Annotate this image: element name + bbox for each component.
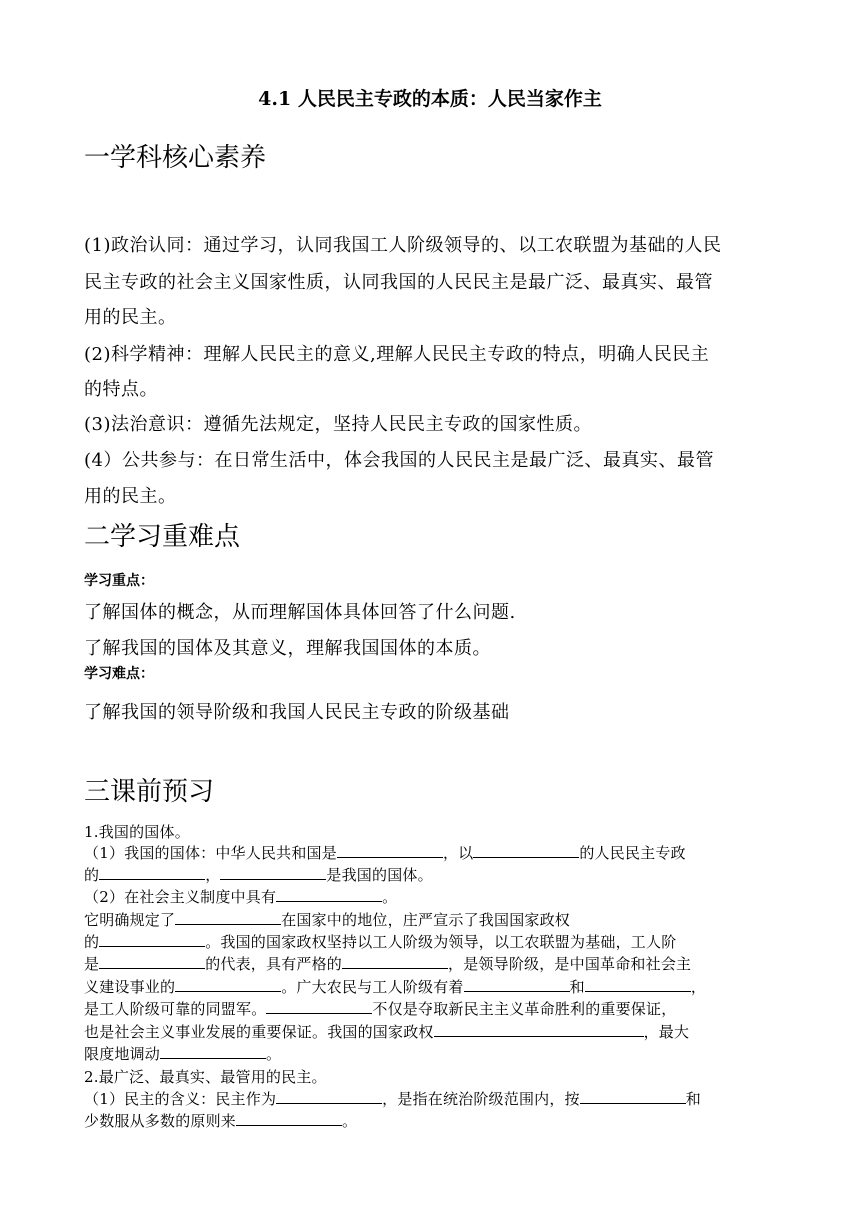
paragraph-line: 用的民主。 (84, 486, 177, 507)
difficult-points-label: 学习难点： (84, 666, 154, 682)
fill-blank[interactable] (160, 1043, 266, 1059)
key-point-line: 了解我国的国体及其意义，理解我国国体的本质。 (84, 638, 491, 659)
preview-line: 限度地调动 。 (84, 1045, 282, 1063)
preview-line: 1.我国的国体。 (84, 823, 190, 841)
paragraph-line: (3)法治意识：遵循先法规定，坚持人民民主专政的国家性质。 (84, 414, 592, 435)
preview-line: 是工人阶级可靠的同盟军。 不仅是夺取新民主主义革命胜利的重要保证， (84, 1000, 677, 1018)
difficult-point-line: 了解我国的领导阶级和我国人民民主专政的阶级基础 (84, 702, 510, 723)
fill-blank[interactable] (99, 864, 205, 880)
paragraph-line: 的特点。 (84, 379, 158, 400)
preview-line: 它明确规定了 在国家中的地位，庄严宣示了我国国家政权 (84, 911, 571, 929)
paragraph-line: (4）公共参与：在日常生活中，体会我国的人民民主是最广泛、最真实、最管 (84, 450, 714, 471)
key-points-label: 学习重点： (84, 573, 154, 589)
fill-blank[interactable] (342, 953, 448, 969)
preview-line: 的 。我国的国家政权坚持以工人阶级为领导，以工农联盟为基础，工人阶 (84, 933, 677, 951)
key-point-line: 了解国体的概念，从而理解国体具体回答了什么问题. (84, 602, 516, 623)
section-heading-core-literacy: 一学科核心素养 (84, 143, 267, 173)
fill-blank[interactable] (337, 842, 443, 858)
fill-blank[interactable] (276, 1088, 382, 1104)
fill-blank[interactable] (434, 1021, 644, 1037)
fill-blank[interactable] (99, 953, 205, 969)
preview-line: 少数服从多数的原则来 。 (84, 1112, 358, 1130)
preview-line: （2）在社会主义制度中具有 。 (84, 888, 398, 906)
fill-blank[interactable] (175, 909, 281, 925)
fill-blank[interactable] (276, 886, 382, 902)
preview-line: 也是社会主义事业发展的重要保证。我国的国家政权 ，最大 (84, 1023, 690, 1041)
fill-blank[interactable] (580, 1088, 686, 1104)
paragraph-line: 民主专政的社会主义国家性质，认同我国的人民民主是最广泛、最真实、最管 (84, 272, 713, 293)
preview-line: （1）我国的国体：中华人民共和国是 ，以 的人民民主专政 (84, 844, 686, 862)
fill-blank[interactable] (473, 842, 579, 858)
paragraph-line: (2)科学精神：理解人民民主的意义,理解人民民主专政的特点，明确人民民主 (84, 344, 710, 365)
fill-blank[interactable] (175, 976, 281, 992)
fill-blank[interactable] (99, 931, 205, 947)
fill-blank[interactable] (220, 864, 326, 880)
fill-blank[interactable] (464, 976, 570, 992)
fill-blank[interactable] (236, 1110, 342, 1126)
section-heading-key-points: 二学习重难点 (84, 522, 241, 552)
section-heading-preview: 三课前预习 (84, 777, 215, 807)
fill-blank[interactable] (585, 976, 691, 992)
preview-line: 是 的代表，具有严格的 ，是领导阶级，是中国革命和社会主 (84, 955, 692, 973)
preview-line: 的 ， 是我国的国体。 (84, 866, 433, 884)
paragraph-line: 用的民主。 (84, 307, 177, 328)
fill-blank[interactable] (266, 998, 372, 1014)
preview-line: 2.最广泛、最真实、最管用的民主。 (84, 1068, 327, 1086)
preview-line: （1）民主的含义：民主作为 ，是指在统治阶级范围内，按 和 (84, 1090, 701, 1108)
paragraph-line: (1)政治认同：通过学习，认同我国工人阶级领导的、以工农联盟为基础的人民 (84, 235, 722, 256)
preview-line: 义建设事业的 。广大农民与工人阶级有着 和 ， (84, 978, 707, 996)
page-title: 4.1 人民民主专政的本质：人民当家作主 (258, 88, 602, 110)
